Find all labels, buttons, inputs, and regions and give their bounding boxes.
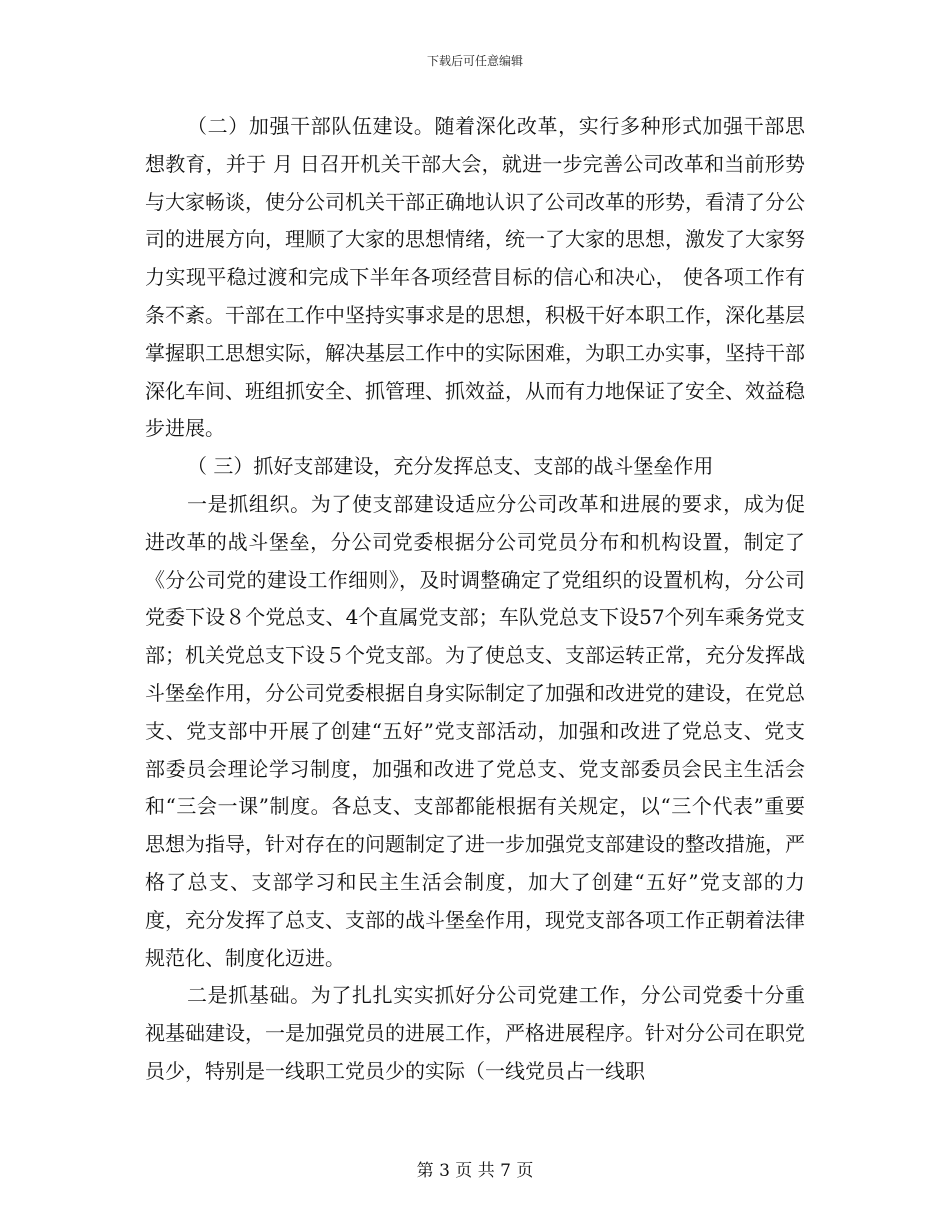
section-heading-branch-building: （ 三）抓好支部建设，充分发挥总支、支部的战斗堡垒作用 [187, 454, 714, 479]
paragraph-organization: 一是抓组织。为了使支部建设适应分公司改革和进展的要求，成为促进改革的战斗堡垒，分公司党委根据分公司党员分布和机构设置，制定了《分公司党的建设工作细则》，及时调整确定了党组织的设置机构，分公司党委下设８个党总支、4个直属党支部；车队党总支下设57个列车乘务党支部；机关党总支下设５个党支部。为了使总支、支部运转正常，充分发挥战斗堡垒作用，分公司党委根据自身实际制定了加强和改进党的建设，在党总支、党支部中开展了创建“五好”党支部活动，加强和改进了党总支、党支部委员会理论学习制度，加强和改进了党总支、党支部委员会民主生活会和“三会一课”制度。各总支、支部都能根据有关规定，以“三个代表”重要思想为指导，针对存在的问题制定了进一步加强党支部建设的整改措施，严格了总支、支部学习和民主生活会制度，加大了创建“五好”党支部的力度，充分发挥了总支、支部的战斗堡垒作用，现党支部各项工作正朝着法律规范化、制度化迈进。 [145, 491, 805, 970]
page-footer: 第 3 页 共 7 页 [416, 1161, 534, 1181]
paragraph-cadre-team: （二）加强干部队伍建设。随着深化改革，实行多种形式加强干部思想教育，并于 月 日召开机关干部大会，就进一步完善公司改革和当前形势与大家畅谈，使分公司机关干部正确地认识了公司改革的形势，看清了分公司的进展方向，理顺了大家的思想情绪，统一了大家的思想，激发了大家努力实现平稳过渡和完成下半年各项经营目标的信心和决心， 使各项工作有条不紊。干部在工作中坚持实事求是的思想，积极干好本职工作，深化基层掌握职工思想实际，解决基层工作中的实际困难，为职工办实事，坚持干部深化车间、班组抓安全、抓管理、抓效益，从而有力地保证了安全、效益稳步进展。 [145, 114, 805, 441]
paragraph-foundation: 二是抓基础。为了扎扎实实抓好分公司党建工作，分公司党委十分重视基础建设，一是加强党员的进展工作，严格进展程序。针对分公司在职党员少，特别是一线职工党员少的实际（一线党员占一线职 [145, 983, 805, 1083]
page-header: 下载后可任意编辑 [426, 54, 523, 68]
document-body [145, 108, 805, 1091]
